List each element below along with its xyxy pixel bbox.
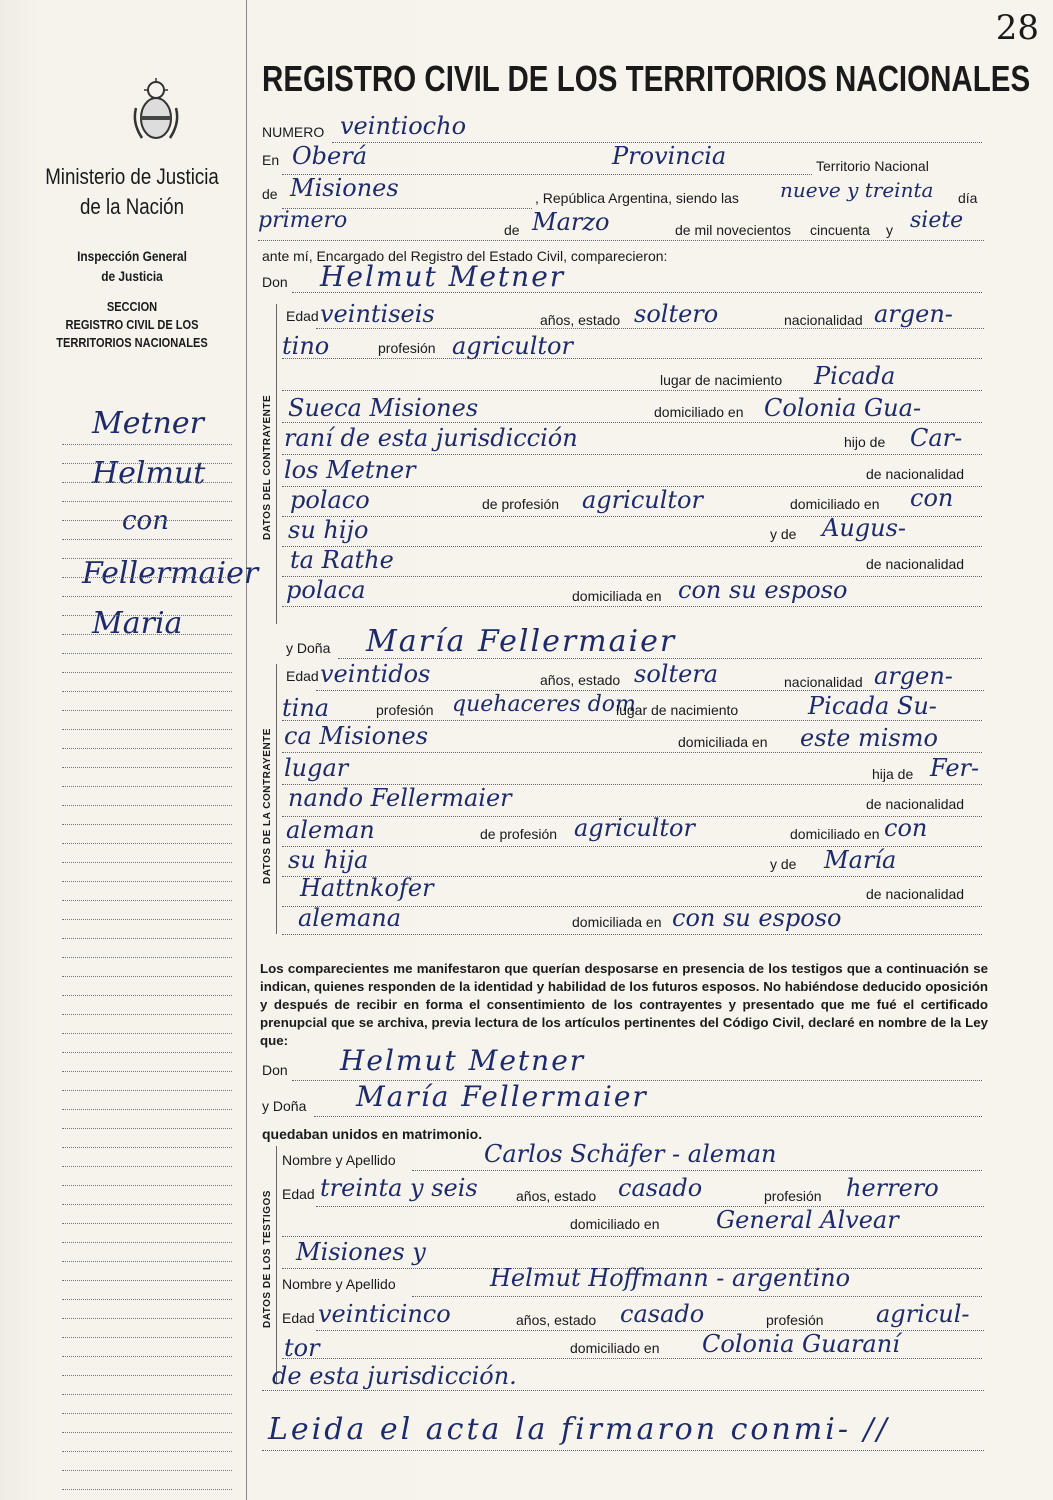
closing-text: Leida el acta la firmaron conmi- // bbox=[268, 1412, 890, 1447]
dotted-line bbox=[282, 1358, 982, 1359]
ledger-line bbox=[62, 1014, 232, 1015]
don-label: Don bbox=[262, 274, 288, 290]
groom-estado: soltero bbox=[634, 300, 719, 328]
dotted-line bbox=[262, 1390, 984, 1391]
witness2-profesion: agricul- bbox=[876, 1300, 970, 1328]
ledger-line bbox=[62, 710, 232, 711]
dotted-line bbox=[292, 292, 982, 293]
dotted-line bbox=[262, 1450, 984, 1451]
groom-domicilio-cont: raní de esta jurisdicción bbox=[284, 424, 578, 452]
hora-value: nueve y treinta bbox=[780, 178, 934, 202]
margin-name: Maria bbox=[92, 606, 183, 641]
section-bracket bbox=[276, 304, 277, 624]
profesion-label: profesión bbox=[378, 340, 436, 356]
witness1-domicilio: General Alvear bbox=[716, 1206, 899, 1234]
de-profesion-label: de profesión bbox=[482, 496, 560, 512]
witness2-estado: casado bbox=[620, 1300, 705, 1328]
dotted-line bbox=[314, 1116, 982, 1117]
ledger-line bbox=[62, 653, 232, 654]
groom-padre: Car- bbox=[910, 424, 963, 452]
ledger-line bbox=[62, 957, 232, 958]
witness1-edad: treinta y seis bbox=[320, 1174, 478, 1202]
dotted-line bbox=[282, 934, 982, 935]
anios-estado-label: años, estado bbox=[540, 672, 621, 688]
ledger-line bbox=[62, 729, 232, 730]
ledger-line bbox=[62, 1166, 232, 1167]
dotted-line bbox=[316, 328, 984, 329]
ministry-line5: SECCION bbox=[106, 299, 158, 314]
bride-padre: Fer- bbox=[930, 754, 980, 782]
groom-padre-prof: agricultor bbox=[582, 486, 703, 514]
margin-name: Fellermaier bbox=[82, 556, 259, 591]
section-bracket bbox=[276, 1146, 277, 1384]
page-number: 28 bbox=[995, 8, 1039, 48]
ministry-line7: TERRITORIOS NACIONALES bbox=[56, 335, 208, 350]
bride-domicilio-cont: lugar bbox=[284, 754, 349, 782]
domiciliado-label: domiciliado en bbox=[790, 496, 880, 512]
dotted-line bbox=[282, 422, 982, 423]
ledger-line bbox=[62, 1223, 232, 1224]
witness2-profesion-cont: tor bbox=[284, 1334, 320, 1362]
dia-value: primero bbox=[258, 208, 348, 233]
domiciliada-label: domiciliada en bbox=[678, 734, 768, 750]
ledger-line bbox=[62, 938, 232, 939]
dia-label: día bbox=[958, 190, 978, 206]
ministry-name bbox=[37, 162, 227, 222]
anio1-value: cincuenta bbox=[810, 222, 870, 238]
ledger-line bbox=[62, 1204, 232, 1205]
witness2-domicilio-cont: de esta jurisdicción. bbox=[272, 1362, 517, 1390]
ledger-line bbox=[62, 1337, 232, 1338]
bride-edad: veintidos bbox=[320, 660, 431, 688]
groom-madre: Augus- bbox=[822, 514, 907, 542]
ledger-line bbox=[62, 596, 232, 597]
ministry-line6: REGISTRO CIVIL DE LOS bbox=[65, 317, 199, 332]
ledger-line bbox=[62, 1090, 232, 1091]
dotted-line bbox=[282, 454, 982, 455]
dotted-line bbox=[282, 752, 982, 753]
groom-madre-dom: con su esposo bbox=[678, 576, 848, 604]
ledger-line bbox=[62, 1318, 232, 1319]
ministry-line2: de la Nación bbox=[80, 194, 184, 219]
groom-name: Helmut Metner bbox=[320, 260, 566, 293]
ledger-line bbox=[62, 1413, 232, 1414]
ledger-line bbox=[62, 482, 232, 483]
domiciliado-label: domiciliado en bbox=[570, 1216, 660, 1232]
inspection-name bbox=[37, 246, 227, 286]
provincia-value: Provincia bbox=[612, 142, 727, 170]
en-label: En bbox=[262, 152, 280, 168]
witness1-domicilio-cont: Misiones y bbox=[296, 1238, 426, 1266]
ministry-line4: de Justicia bbox=[101, 268, 163, 284]
declaration-text: Los comparecientes me manifestaron que querían desposarse en presencia de los testigos que a continuación se indican, quienes responden de la identidad y habilidad de los futuros esposos. No habiéndose deducido oposición y después de recibir en forma el consentimiento de los contrayentes y presentado que me fué el certificado prenupcial que se archiva, previa lectura de los artículos pertinentes del Código Civil, declaré en nombre de la Ley que: bbox=[260, 961, 988, 1048]
bride-madre: María bbox=[824, 846, 897, 874]
ledger-line bbox=[62, 1261, 232, 1262]
ledger-line bbox=[62, 1147, 232, 1148]
witness2-edad: veinticinco bbox=[318, 1300, 451, 1328]
groom-section-label: DATOS DEL CONTRAYENTE bbox=[262, 394, 273, 540]
lugar-nac-label: lugar de nacimiento bbox=[660, 372, 783, 388]
ledger-line bbox=[62, 1109, 232, 1110]
y-dona-label: y Doña bbox=[286, 640, 331, 656]
y-dona-label: y Doña bbox=[262, 1098, 307, 1114]
ledger-line bbox=[62, 520, 232, 521]
ministry-line3: Inspección General bbox=[77, 248, 187, 264]
anio2-value: siete bbox=[910, 208, 964, 233]
ledger-line bbox=[62, 1470, 232, 1471]
ledger-line bbox=[62, 919, 232, 920]
anios-estado-label: años, estado bbox=[540, 312, 621, 328]
bride-name: María Fellermaier bbox=[366, 624, 677, 659]
de-value: Misiones bbox=[290, 174, 399, 202]
groom-padre-dom: con bbox=[910, 484, 954, 512]
numero-value: veintiocho bbox=[340, 112, 467, 140]
bride-nacionalidad-cont: tina bbox=[282, 694, 330, 722]
groom-edad: veintiseis bbox=[320, 300, 435, 328]
witness1-estado: casado bbox=[618, 1174, 703, 1202]
ledger-line bbox=[62, 976, 232, 977]
groom-lugar-nac: Picada bbox=[814, 362, 896, 390]
edad-label: Edad bbox=[282, 1310, 315, 1326]
domiciliado-label: domiciliado en bbox=[654, 404, 744, 420]
bride-section-label: DATOS DE LA CONTRAYENTE bbox=[262, 728, 273, 884]
dotted-line bbox=[282, 1236, 982, 1237]
ledger-line bbox=[62, 900, 232, 901]
nacionalidad-label: nacionalidad bbox=[784, 312, 863, 328]
groom-padre-dom-cont: su hijo bbox=[288, 516, 369, 544]
dotted-line bbox=[282, 358, 982, 359]
ledger-line bbox=[62, 862, 232, 863]
dotted-line bbox=[412, 1170, 982, 1171]
margin-name: con bbox=[122, 506, 169, 536]
nacionalidad-label: nacionalidad bbox=[784, 674, 863, 690]
edad-label: Edad bbox=[286, 308, 319, 324]
margin-name: Metner bbox=[92, 406, 204, 441]
ledger-line bbox=[62, 995, 232, 996]
bride-padre-dom-cont: su hija bbox=[288, 846, 369, 874]
bride-profesion: quehaceres dom bbox=[452, 692, 636, 717]
groom-padre-nac: polaco bbox=[290, 486, 370, 514]
domiciliado-label: domiciliado en bbox=[570, 1340, 660, 1356]
dotted-line bbox=[258, 240, 984, 241]
anio-label: de mil novecientos bbox=[675, 222, 791, 238]
witness2-name: Helmut Hoffmann - argentino bbox=[490, 1264, 851, 1292]
bride-domicilio: este mismo bbox=[800, 724, 938, 752]
dotted-line bbox=[338, 658, 982, 659]
de-nacionalidad-label: de nacionalidad bbox=[866, 796, 965, 812]
ministry-line1: Ministerio de Justicia bbox=[45, 164, 219, 189]
edad-label: Edad bbox=[282, 1186, 315, 1202]
domiciliada-label: domiciliada en bbox=[572, 914, 662, 930]
bride-padre-prof: agricultor bbox=[574, 814, 695, 842]
ledger-line bbox=[62, 1128, 232, 1129]
ledger-line bbox=[62, 672, 232, 673]
mes-value: Marzo bbox=[532, 208, 610, 236]
witness2-domicilio: Colonia Guaraní bbox=[702, 1330, 900, 1358]
lugar-nac-label: lugar de nacimiento bbox=[616, 702, 739, 718]
profesion-label: profesión bbox=[766, 1312, 824, 1328]
ledger-line bbox=[62, 1280, 232, 1281]
ledger-line bbox=[62, 748, 232, 749]
ledger-line bbox=[62, 1071, 232, 1072]
hijo-de-label: hijo de bbox=[844, 434, 886, 450]
groom-domicilio: Colonia Gua- bbox=[764, 394, 922, 422]
ledger-line bbox=[62, 1185, 232, 1186]
ledger-line bbox=[62, 1451, 232, 1452]
ledger-line bbox=[62, 539, 232, 540]
profesion-label: profesión bbox=[376, 702, 434, 718]
y-de-label: y de bbox=[770, 526, 797, 542]
bride-lugar-nac-cont: ca Misiones bbox=[284, 722, 429, 750]
de-nacionalidad-label: de nacionalidad bbox=[866, 466, 965, 482]
coat-of-arms-icon bbox=[128, 78, 184, 144]
territorio-label: Territorio Nacional bbox=[816, 158, 929, 174]
groom-madre-nac: polaca bbox=[286, 576, 366, 604]
ante-mi-text: ante mí, Encargado del Registro del Estado Civil, comparecieron: bbox=[262, 248, 668, 264]
bride-padre-cont: nando Fellermaier bbox=[288, 784, 512, 812]
de-nacionalidad-label: de nacionalidad bbox=[866, 886, 965, 902]
ledger-line bbox=[62, 805, 232, 806]
nombre-apellido-label: Nombre y Apellido bbox=[282, 1152, 396, 1168]
married-groom-name: Helmut Metner bbox=[340, 1044, 586, 1077]
ledger-line bbox=[62, 634, 232, 635]
bride-estado: soltera bbox=[634, 660, 719, 688]
bride-lugar-nac: Picada Su- bbox=[808, 692, 937, 720]
ledger-line bbox=[62, 1356, 232, 1357]
ledger-line bbox=[62, 615, 232, 616]
ledger-line bbox=[62, 786, 232, 787]
groom-nacionalidad-cont: tino bbox=[282, 332, 330, 360]
numero-label: NUMERO bbox=[262, 124, 325, 140]
bride-padre-dom: con bbox=[884, 814, 928, 842]
bride-nacionalidad: argen- bbox=[874, 662, 953, 690]
nombre-apellido-label: Nombre y Apellido bbox=[282, 1276, 396, 1292]
anios-estado-label: años, estado bbox=[516, 1188, 597, 1204]
margin-name: Helmut bbox=[92, 456, 206, 491]
married-bride-name: María Fellermaier bbox=[356, 1080, 648, 1113]
ledger-line bbox=[62, 577, 232, 578]
groom-madre-cont: ta Rathe bbox=[290, 546, 394, 574]
ledger-line bbox=[62, 843, 232, 844]
witnesses-section-label: DATOS DE LOS TESTIGOS bbox=[262, 1190, 273, 1328]
groom-padre-cont: los Metner bbox=[284, 456, 416, 484]
sidebar-divider bbox=[246, 0, 247, 1500]
ledger-line bbox=[62, 1299, 232, 1300]
ledger-line bbox=[62, 463, 232, 464]
y-de-label: y de bbox=[770, 856, 797, 872]
domiciliada-label: domiciliada en bbox=[572, 588, 662, 604]
ledger-line bbox=[62, 1375, 232, 1376]
ledger-line bbox=[62, 881, 232, 882]
ledger-line bbox=[62, 767, 232, 768]
groom-lugar-nac-cont: Sueca Misiones bbox=[288, 394, 479, 422]
dotted-line bbox=[282, 720, 982, 721]
ledger-line bbox=[62, 1394, 232, 1395]
ledger-line bbox=[62, 1432, 232, 1433]
ledger-line bbox=[62, 444, 232, 445]
bride-madre-dom: con su esposo bbox=[672, 904, 842, 932]
section-bracket bbox=[276, 664, 277, 934]
ledger-line bbox=[62, 1489, 232, 1490]
ledger-line bbox=[62, 1033, 232, 1034]
dotted-line bbox=[412, 1296, 982, 1297]
dotted-line bbox=[282, 576, 982, 577]
ledger-line bbox=[62, 691, 232, 692]
de2-label: de bbox=[504, 222, 520, 238]
groom-profesion: agricultor bbox=[452, 332, 573, 360]
domiciliado-label: domiciliado en bbox=[790, 826, 880, 842]
profesion-label: profesión bbox=[764, 1188, 822, 1204]
witness1-name: Carlos Schäfer - aleman bbox=[484, 1140, 777, 1168]
republica-label: , República Argentina, siendo las bbox=[535, 190, 739, 206]
hija-de-label: hija de bbox=[872, 766, 914, 782]
ledger-line bbox=[62, 1242, 232, 1243]
de-label: de bbox=[262, 186, 278, 202]
witness1-profesion: herrero bbox=[846, 1174, 939, 1202]
y-label: y bbox=[886, 222, 893, 238]
dotted-line bbox=[282, 606, 982, 607]
ledger-line bbox=[62, 558, 232, 559]
dotted-line bbox=[316, 690, 984, 691]
anios-estado-label: años, estado bbox=[516, 1312, 597, 1328]
ledger-line bbox=[62, 501, 232, 502]
don-label: Don bbox=[262, 1062, 288, 1078]
en-value: Oberá bbox=[292, 142, 368, 170]
bride-madre-cont: Hattnkofer bbox=[300, 874, 434, 902]
ledger-line bbox=[62, 824, 232, 825]
quedaban-text: quedaban unidos en matrimonio. bbox=[262, 1126, 483, 1142]
dotted-line bbox=[282, 390, 982, 391]
page-title: REGISTRO CIVIL DE LOS TERRITORIOS NACIONALES bbox=[262, 58, 1031, 99]
edad-label: Edad bbox=[286, 668, 319, 684]
ledger-line bbox=[62, 1052, 232, 1053]
de-nacionalidad-label: de nacionalidad bbox=[866, 556, 965, 572]
bride-madre-nac: alemana bbox=[298, 904, 402, 932]
groom-nacionalidad: argen- bbox=[874, 300, 953, 328]
bride-padre-nac: aleman bbox=[286, 816, 375, 844]
section-name bbox=[37, 298, 227, 352]
de-profesion-label: de profesión bbox=[480, 826, 558, 842]
